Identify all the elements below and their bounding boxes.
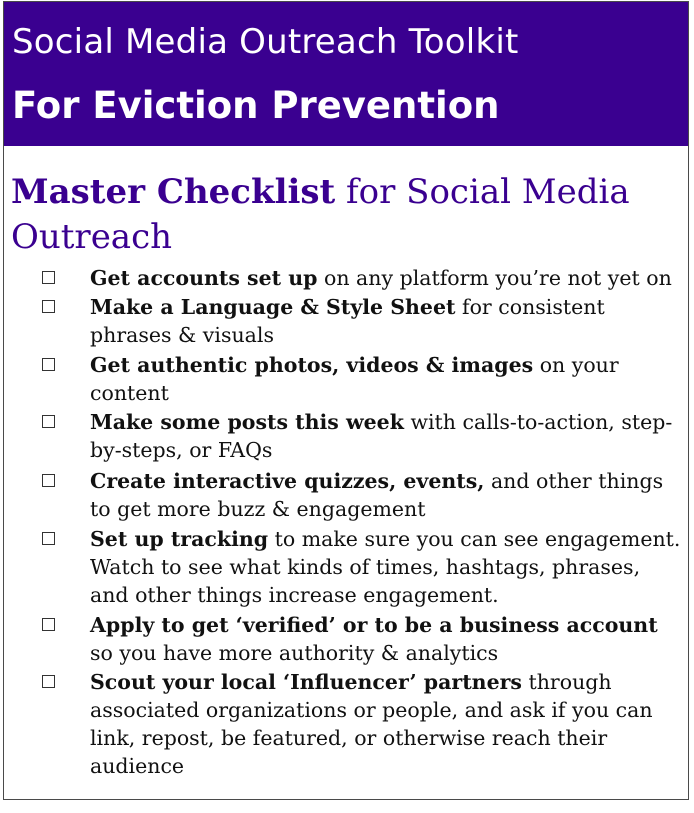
checkbox[interactable]: [42, 271, 55, 284]
checkbox[interactable]: [42, 415, 55, 428]
item-bold-text: Apply to get ‘verified’ or to be a business account: [90, 613, 658, 637]
item-text: on your content: [90, 353, 619, 405]
checkbox[interactable]: [42, 300, 55, 313]
item-bold-text: Set up tracking: [90, 527, 269, 551]
banner-title: Social Media Outreach Toolkit: [12, 22, 519, 62]
checkbox[interactable]: [42, 358, 55, 371]
item-text: on any platform you’re not yet on: [317, 266, 672, 290]
item-text: with calls-to-action, step-by-steps, or FAQs: [90, 410, 673, 462]
item-text: and other things to get more buzz & engagement: [90, 469, 664, 521]
item-text: so you have more authority & analytics: [90, 641, 499, 665]
checklist-item-text: [90, 408, 684, 464]
checkbox[interactable]: [42, 474, 55, 487]
item-bold-text: Make a Language & Style Sheet: [90, 295, 456, 319]
section-heading-rest: for Social Media Outreach: [11, 172, 630, 257]
item-text: for consistent phrases & visuals: [90, 295, 605, 347]
checkbox[interactable]: [42, 675, 55, 688]
toolkit-card: [3, 1, 689, 800]
banner-subtitle: For Eviction Prevention: [12, 84, 500, 127]
checklist-item-text: [90, 293, 684, 349]
title-banner: [4, 2, 688, 146]
checklist-item-text: [90, 351, 684, 407]
checkbox[interactable]: [42, 618, 55, 631]
checkbox[interactable]: [42, 532, 55, 545]
item-bold-text: Make some posts this week: [90, 410, 404, 434]
item-bold-text: Create interactive quizzes, events,: [90, 469, 485, 493]
item-text: through associated organizations or people, and ask if you can link, repost, be featured, or otherwise reach their audience: [90, 670, 653, 778]
checklist-item-text: [90, 525, 684, 609]
checklist-item-text: [90, 264, 684, 292]
item-bold-text: Get accounts set up: [90, 266, 318, 290]
section-heading: [11, 170, 651, 260]
item-text: to make sure you can see engagement. Watch to see what kinds of times, hashtags, phrases, and other things increase engagement.: [90, 527, 681, 607]
checklist-item-text: [90, 668, 684, 780]
item-bold-text: Get authentic photos, videos & images: [90, 353, 534, 377]
checklist-item-text: [90, 611, 684, 667]
checklist-item-text: [90, 467, 684, 523]
item-bold-text: Scout your local ‘Influencer’ partners: [90, 670, 522, 694]
section-heading-bold: Master Checklist: [11, 172, 336, 212]
